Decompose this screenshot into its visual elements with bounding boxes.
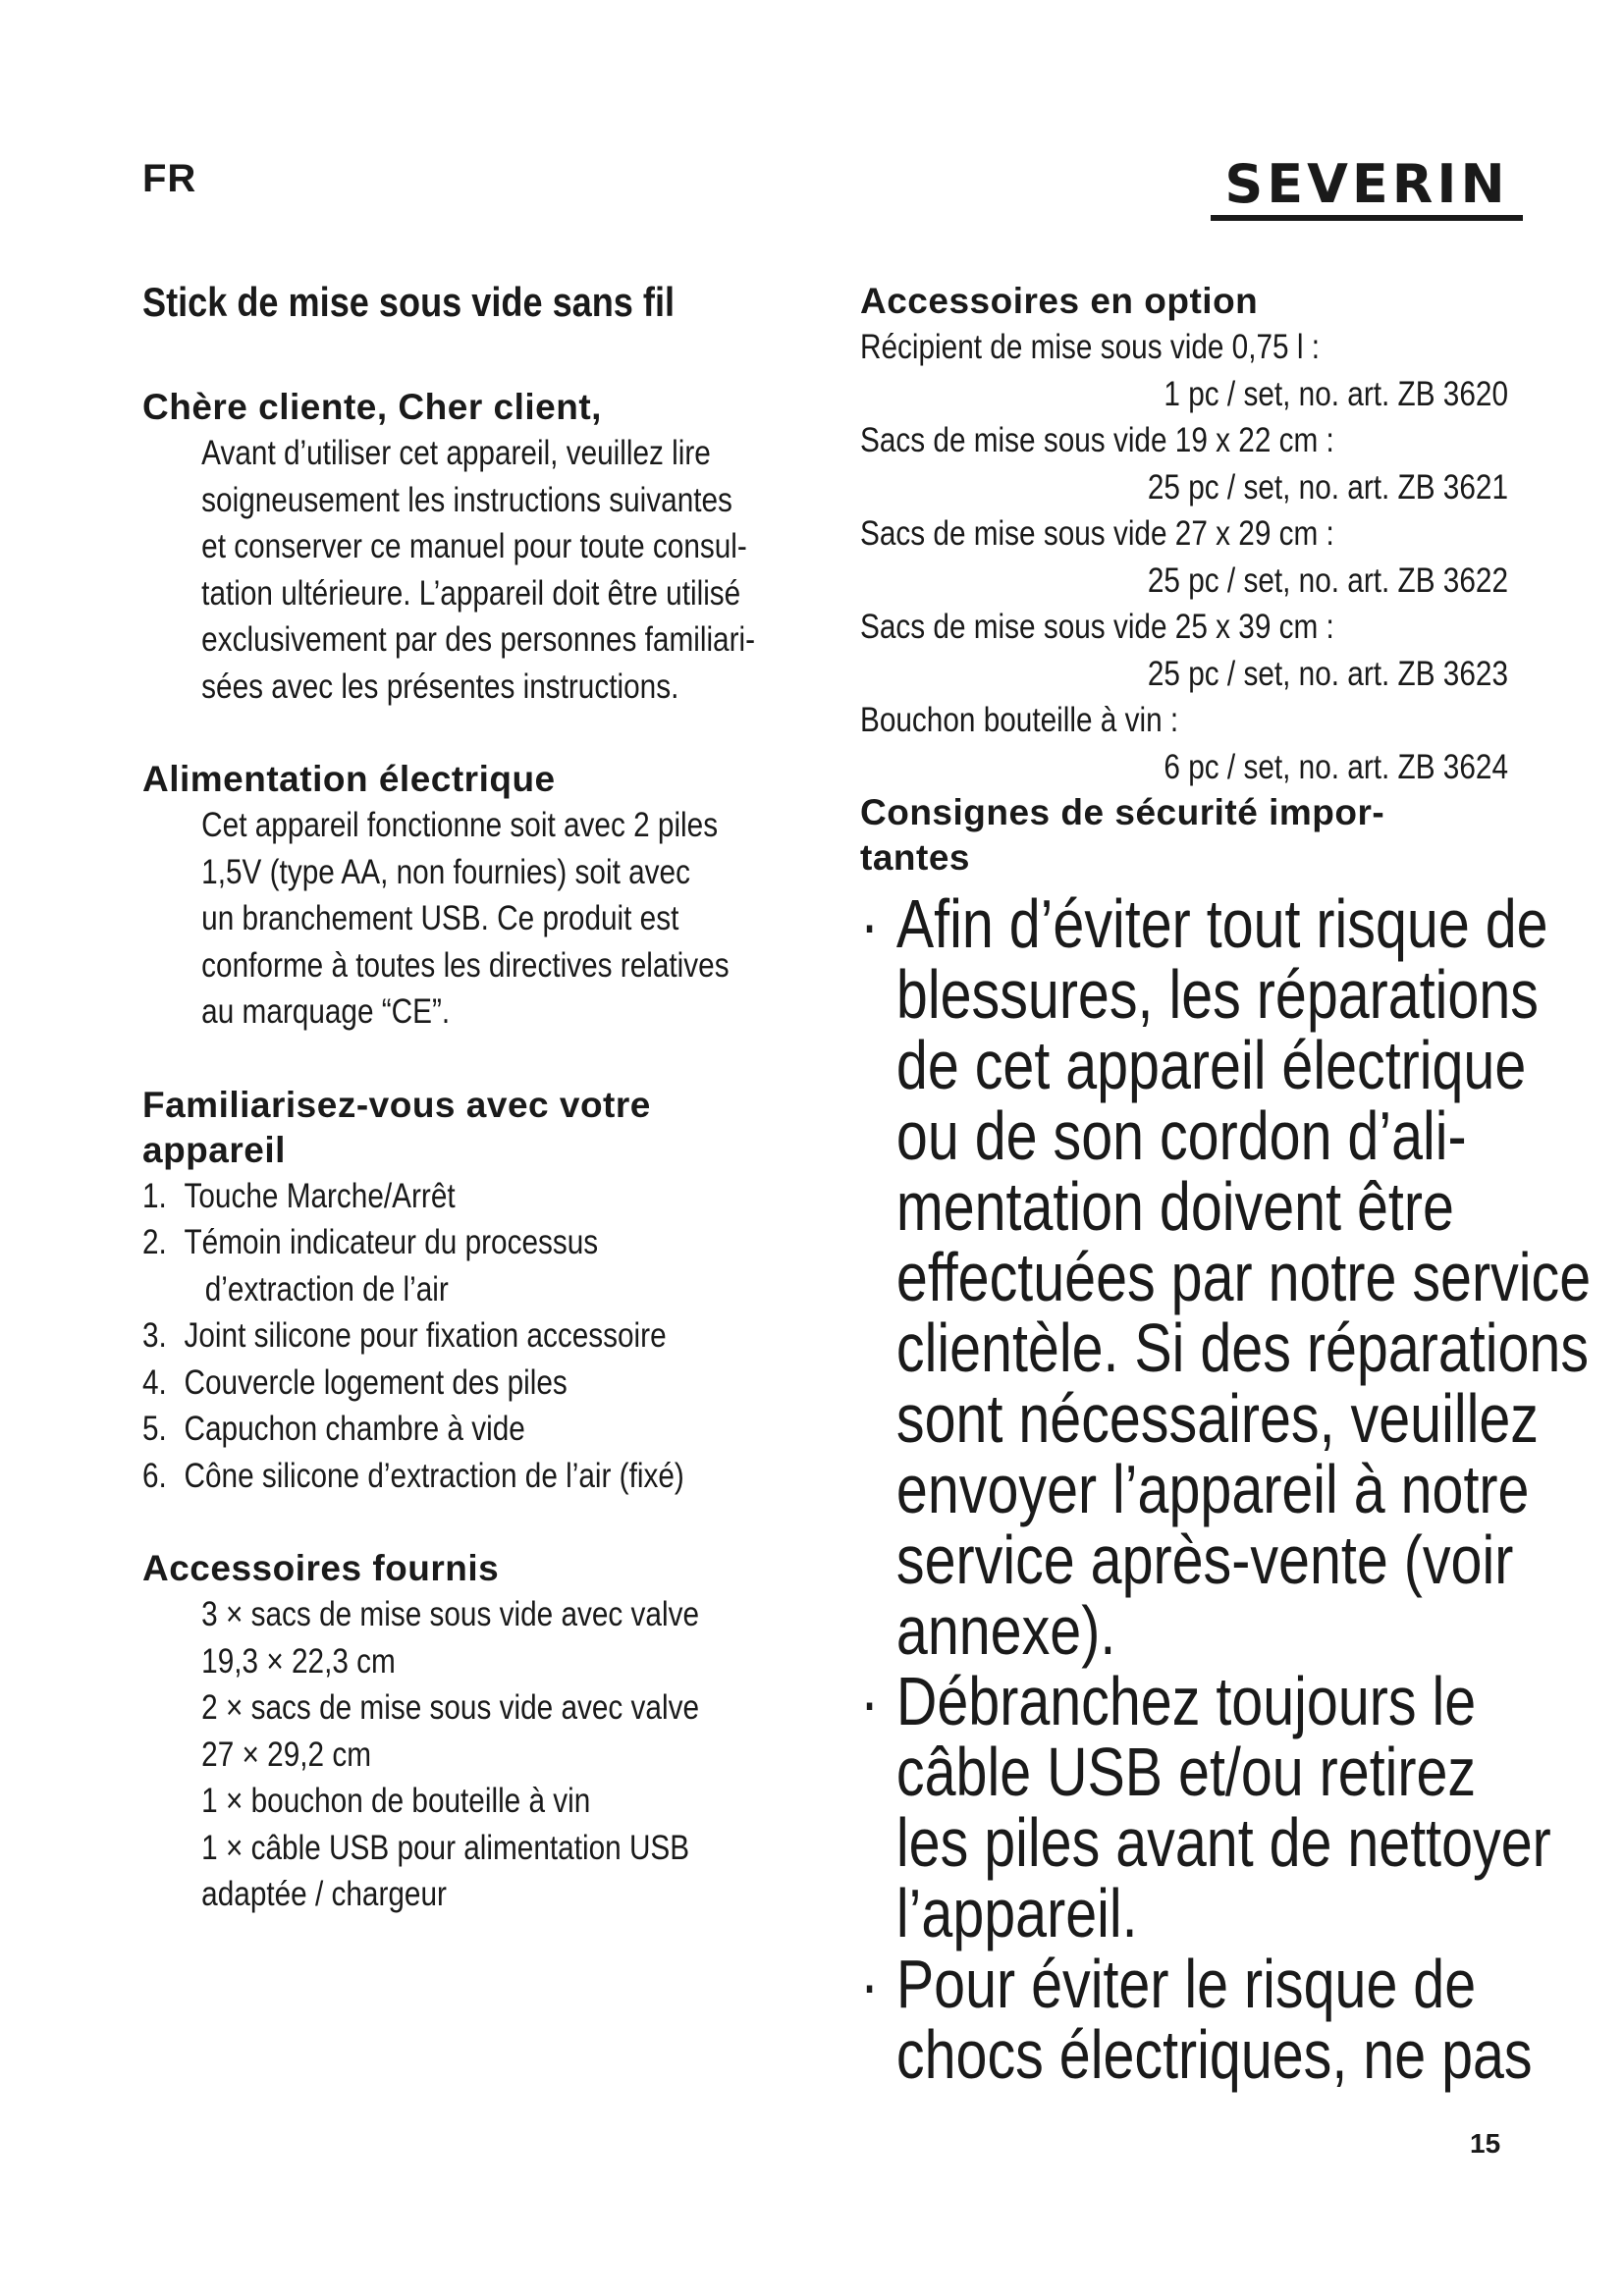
safety-line-text: sont nécessaires, veuillez — [895, 1380, 1539, 1457]
list-item — [142, 1312, 710, 1360]
greeting-line: exclusivement par des personnes familiari- — [201, 620, 756, 659]
safety-line — [860, 1239, 1592, 1315]
safety-line-text: Pour éviter le risque de — [895, 1946, 1477, 2022]
greeting-section — [142, 385, 810, 710]
greeting-text — [142, 430, 810, 710]
safety-line — [860, 1168, 1528, 1245]
safety-line-text: l’appareil. — [895, 1875, 1138, 1951]
power-section — [142, 757, 810, 1036]
power-line: Cet appareil fonctionne soit avec 2 piles — [201, 806, 719, 844]
supplied-text — [142, 1591, 810, 1918]
optional-item-name: Sacs de mise sous vide 27 x 29 cm : — [860, 514, 1334, 553]
supplied-line: 3 × sacs de mise sous vide avec valve — [201, 1595, 700, 1633]
list-item-number: 3. — [142, 1316, 167, 1355]
optional-item-article: 1 pc / set, no. art. ZB 3620 — [1164, 374, 1508, 413]
left-column — [142, 279, 810, 1918]
optional-item-article: 6 pc / set, no. art. ZB 3624 — [1164, 747, 1508, 786]
list-item-text: Capuchon chambre à vide — [184, 1410, 525, 1448]
safety-line-text: blessures, les réparations — [895, 956, 1539, 1033]
power-line: au marquage “CE”. — [201, 992, 451, 1031]
safety-line-text: annexe). — [895, 1592, 1116, 1669]
greeting-line: Avant d’utiliser cet appareil, veuillez lire — [201, 434, 711, 472]
supplied-line: 27 × 29,2 cm — [201, 1735, 372, 1774]
list-item-number: 1. — [142, 1176, 167, 1215]
list-item-continuation: d’extraction de l’air — [204, 1269, 449, 1308]
safety-line-text: chocs électriques, ne pas — [895, 2016, 1533, 2093]
list-item — [142, 1219, 710, 1266]
safety-item — [860, 1946, 1533, 2093]
optional-list — [860, 324, 1528, 790]
safety-heading-line2: tantes — [860, 837, 970, 878]
safety-line — [860, 1804, 1551, 1881]
parts-list — [142, 1173, 810, 1500]
safety-line — [860, 1027, 1528, 1103]
safety-line — [860, 1946, 1528, 2022]
safety-heading-line1: Consignes de sécurité impor- — [860, 792, 1385, 832]
optional-item-article: 25 pc / set, no. art. ZB 3623 — [1147, 654, 1508, 693]
safety-item — [860, 885, 1592, 1669]
familiar-section — [142, 1083, 810, 1500]
supplied-heading: Accessoires fournis — [142, 1548, 500, 1588]
list-item-number: 2. — [142, 1223, 167, 1261]
safety-line — [860, 1309, 1590, 1386]
power-line: un branchement USB. Ce produit est — [201, 899, 679, 937]
safety-line-text: de cet appareil électrique — [895, 1027, 1527, 1103]
greeting-heading: Chère cliente, Cher client, — [142, 387, 602, 427]
list-item-text: Joint silicone pour fixation accessoire — [184, 1316, 667, 1355]
right-column — [860, 279, 1592, 2093]
safety-line — [860, 2016, 1533, 2093]
supplied-line: 1 × câble USB pour alimentation USB — [201, 1828, 690, 1867]
safety-line — [860, 1097, 1528, 1174]
optional-item-name: Sacs de mise sous vide 25 x 39 cm : — [860, 608, 1334, 646]
safety-line — [860, 1663, 1528, 1739]
optional-item-article: 25 pc / set, no. art. ZB 3622 — [1147, 561, 1508, 600]
familiar-heading-line1: Familiarisez-vous avec votre — [142, 1084, 651, 1125]
greeting-line: soigneusement les instructions suivantes — [201, 480, 732, 519]
bullet-icon: · — [860, 1946, 880, 2022]
list-item — [142, 1173, 710, 1220]
list-item-text: Témoin indicateur du processus — [184, 1223, 599, 1261]
optional-item-name: Récipient de mise sous vide 0,75 l : — [860, 328, 1320, 366]
safety-line-text: les piles avant de nettoyer — [895, 1804, 1551, 1881]
safety-line — [860, 1522, 1528, 1598]
supplied-line: 1 × bouchon de bouteille à vin — [201, 1782, 591, 1820]
list-item-text: Touche Marche/Arrêt — [184, 1176, 456, 1215]
safety-list — [860, 885, 1592, 2093]
safety-line-text: ou de son cordon d’ali- — [895, 1097, 1467, 1174]
list-item — [142, 1406, 710, 1453]
power-line: 1,5V (type AA, non fournies) soit avec — [201, 852, 690, 891]
safety-line — [860, 1875, 1528, 1951]
supplied-line: 2 × sacs de mise sous vide avec valve — [201, 1688, 700, 1727]
page-title: Stick de mise sous vide sans fil — [142, 279, 676, 325]
safety-line-text: Débranchez toujours le — [895, 1663, 1477, 1739]
list-item-text: Couvercle logement des piles — [184, 1362, 568, 1402]
safety-line-text: clientèle. Si des réparations — [895, 1309, 1590, 1386]
supplied-line: 19,3 × 22,3 cm — [201, 1641, 396, 1681]
list-item — [142, 1360, 710, 1407]
safety-line-text: mentation doivent être — [895, 1168, 1454, 1245]
safety-item — [860, 1663, 1551, 1951]
safety-section — [860, 790, 1592, 2093]
greeting-line: tation ultérieure. L’appareil doit être utilisé — [201, 573, 741, 613]
list-item-number: 5. — [142, 1410, 167, 1448]
power-line: conforme à toutes les directives relatives — [201, 945, 730, 985]
safety-line-text: effectuées par notre service — [895, 1239, 1592, 1315]
familiar-heading — [142, 1083, 810, 1173]
bullet-icon: · — [860, 885, 880, 962]
safety-line — [860, 956, 1539, 1033]
list-item-text: Cône silicone d’extraction de l’air (fixé) — [184, 1456, 684, 1495]
list-item — [142, 1453, 710, 1500]
brand-logo: SEVERIN — [1211, 157, 1523, 221]
bullet-icon: · — [860, 1663, 880, 1739]
familiar-heading-line2: appareil — [142, 1129, 286, 1170]
power-text — [142, 802, 810, 1036]
safety-heading — [860, 790, 1528, 881]
supplied-section — [142, 1546, 810, 1918]
page-number: 15 — [1470, 2128, 1501, 2159]
greeting-line: et conserver ce manuel pour toute consul- — [201, 527, 747, 565]
optional-item-name: Bouchon bouteille à vin : — [860, 701, 1179, 739]
safety-line-text: service après-vente (voir — [895, 1522, 1514, 1598]
safety-line — [860, 1380, 1539, 1457]
list-item-number: 4. — [142, 1362, 167, 1402]
optional-item-article: 25 pc / set, no. art. ZB 3621 — [1147, 467, 1508, 507]
supplied-line: adaptée / chargeur — [201, 1875, 447, 1913]
safety-line — [860, 1592, 1528, 1669]
optional-heading: Accessoires en option — [860, 281, 1259, 321]
safety-line-text: câble USB et/ou retirez — [895, 1734, 1477, 1810]
power-heading: Alimentation électrique — [142, 759, 556, 799]
list-item-number: 6. — [142, 1456, 167, 1495]
optional-section — [860, 279, 1528, 790]
safety-line — [860, 1451, 1530, 1527]
safety-line — [860, 1734, 1528, 1810]
optional-item-name: Sacs de mise sous vide 19 x 22 cm : — [860, 421, 1334, 459]
safety-line — [860, 885, 1548, 962]
safety-line-text: envoyer l’appareil à notre — [895, 1451, 1530, 1527]
greeting-line: sées avec les présentes instructions. — [201, 667, 679, 706]
safety-line-text: Afin d’éviter tout risque de — [895, 885, 1548, 962]
language-code: FR — [142, 157, 197, 200]
